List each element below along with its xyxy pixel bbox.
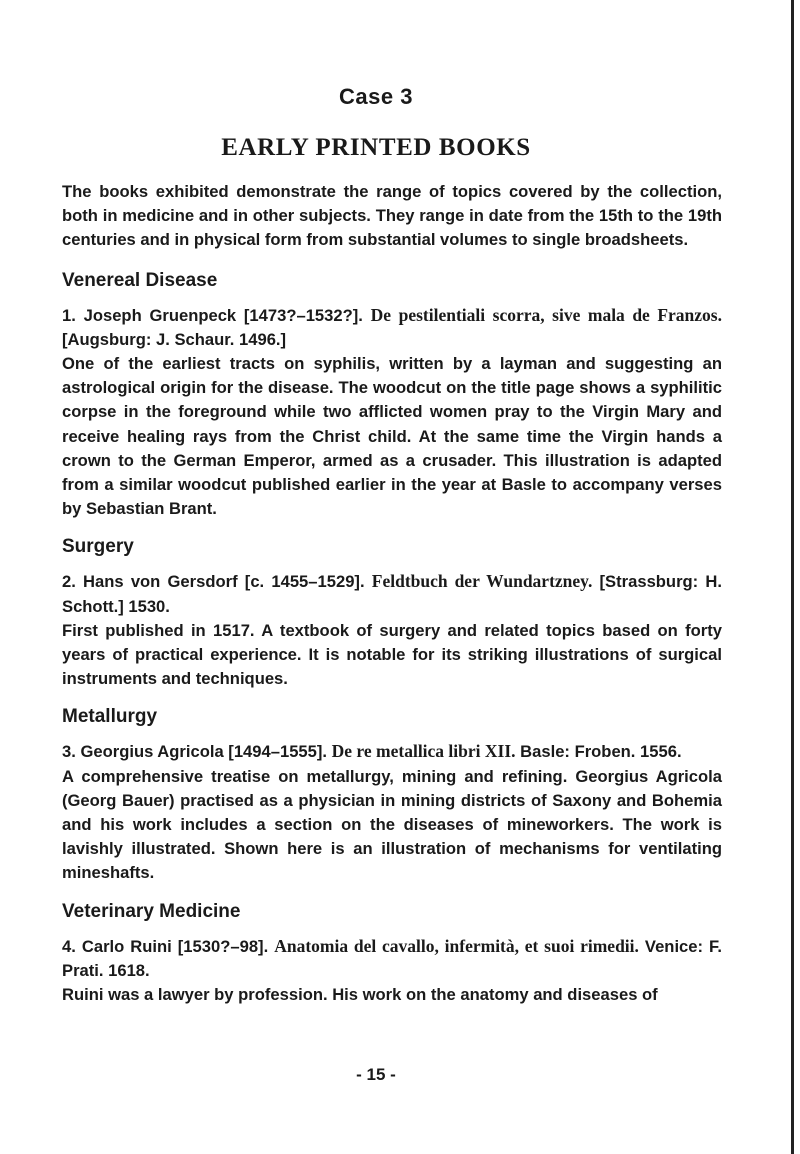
section-heading: Veterinary Medicine: [62, 900, 241, 922]
intro-paragraph: The books exhibited demonstrate the range of topics covered by the collection, both in medicine and in other subjects. They range in date from the 15th to the 19th centuries and in physical form from substantial volumes to single broadsheets.: [62, 182, 722, 250]
book-title: De pestilentiali scorra, sive mala de Franzos.: [370, 304, 722, 325]
citation: [62, 739, 722, 764]
citation: [62, 934, 722, 983]
description: Ruini was a lawyer by profession. His work on the anatomy and diseases of: [62, 985, 658, 1005]
imprint: [Augsburg: J. Schaur. 1496.]: [62, 329, 287, 349]
book-title: Feldtbuch der Wundartzney.: [371, 571, 593, 592]
page-body: [62, 180, 722, 1021]
author: Carlo Ruini [1530?–98].: [81, 936, 269, 956]
citation: [62, 303, 722, 352]
description: One of the earliest tracts on syphilis, written by a layman and suggesting an astrological origin for the disease. The woodcut on the title page shows a syphilitic corpse in the foreground while two afflicted women pray to the Virgin Mary and receive healing rays from the Christ child. At the same time the Virgin hands a crown to the German Emperor, armed as a crusader. This illustration is adapted from a similar woodcut published earlier in the year at Basle to accompany verses by Sebastian Brant.: [62, 354, 722, 519]
imprint: Venice: F. Prati. 1618.: [62, 936, 722, 980]
author: Hans von Gersdorf [c. 1455–1529].: [83, 572, 365, 592]
section-veterinary-medicine: [62, 900, 722, 1008]
entry-number: 3.: [62, 742, 76, 762]
imprint: [Strassburg: H. Schott.] 1530.: [62, 572, 722, 616]
section-surgery: [62, 535, 722, 691]
description: First published in 1517. A textbook of surgery and related topics based on forty years of practical experience. It is notable for its striking illustrations of surgical instruments and techniques.: [62, 620, 722, 689]
citation: [62, 569, 722, 618]
case-heading: Case 3: [339, 84, 413, 109]
book-title: Anatomia del cavallo, infermità, et suoi rimedii.: [274, 935, 639, 956]
page-number: - 15 -: [356, 1065, 396, 1084]
entry-number: 2.: [62, 572, 76, 592]
book-title: De re metallica libri XII.: [331, 741, 516, 762]
entry-number: 1.: [62, 305, 76, 325]
author: Georgius Agricola [1494–1555].: [80, 742, 328, 762]
entry-number: 4.: [62, 936, 76, 956]
page-title: EARLY PRINTED BOOKS: [221, 134, 531, 161]
section-heading: Metallurgy: [62, 706, 158, 728]
section-metallurgy: [62, 705, 722, 885]
page-edge-line: [791, 0, 794, 1154]
author: Joseph Gruenpeck [1473?–1532?].: [83, 305, 363, 325]
imprint: Basle: Froben. 1556.: [520, 742, 682, 762]
section-venereal-disease: [62, 269, 722, 522]
description: A comprehensive treatise on metallurgy, mining and refining. Georgius Agricola (Georg Bauer) practised as a physician in mining districts of Saxony and Bohemia and his work includes a section on the diseases of mineworkers. The work is lavishly illustrated. Shown here is an illustration of mechanisms for ventilating mineshafts.: [62, 766, 722, 883]
section-heading: Venereal Disease: [62, 269, 218, 291]
section-heading: Surgery: [62, 536, 134, 558]
